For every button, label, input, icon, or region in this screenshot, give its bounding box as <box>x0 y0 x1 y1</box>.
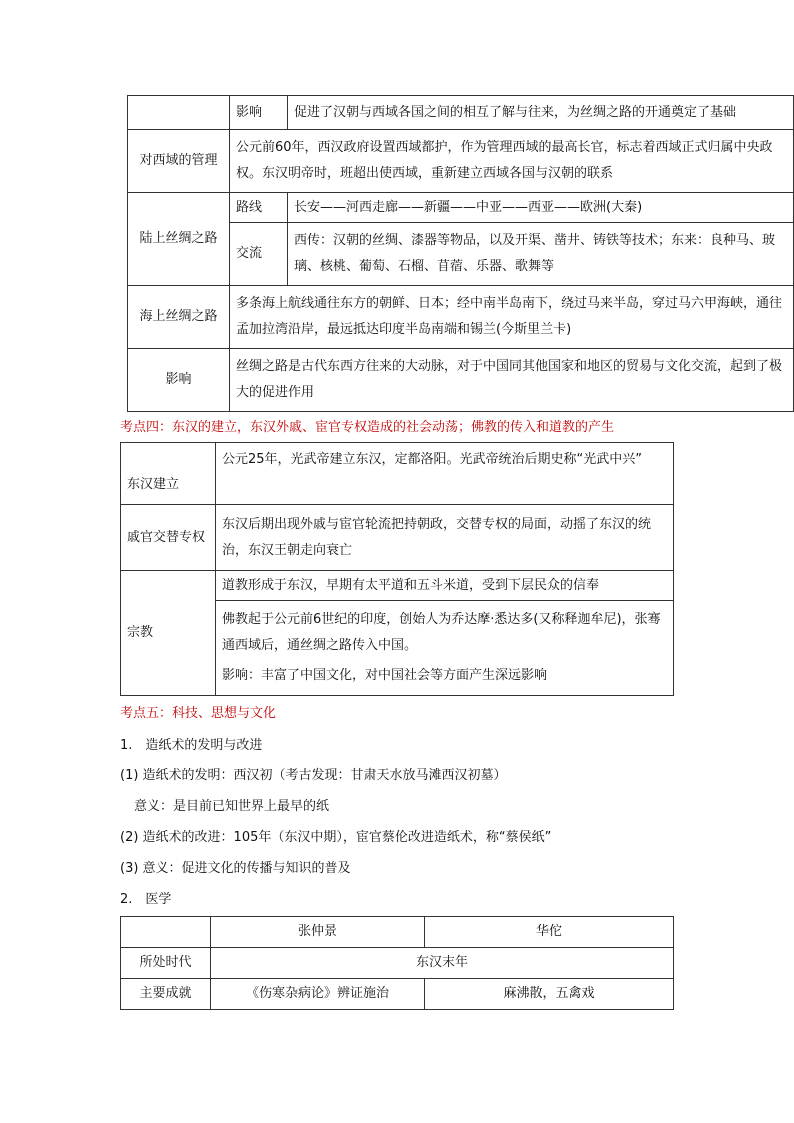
content-cell: 长安——河西走廊——新疆——中亚——西亚——欧洲(大秦) <box>288 193 794 223</box>
list-item: 2. 医学 <box>120 892 172 907</box>
content-cell: 多条海上航线通往东方的朝鲜、日本；经中南半岛南下，绕过马来半岛，穿过马六甲海峡，通往孟加拉湾沿岸，最远抵达印度半岛南端和锡兰(今斯里兰卡) <box>230 286 794 349</box>
content-cell <box>216 601 674 696</box>
sub-label: 影响 <box>230 96 288 130</box>
row-label: 宗教 <box>121 571 216 696</box>
table-row <box>128 286 794 349</box>
medicine-table <box>120 916 674 1010</box>
content-cell: 公元25年，光武帝建立东汉，定都洛阳。光武帝统治后期史称“光武中兴” <box>216 443 674 505</box>
content-cell: 东汉末年 <box>211 948 674 979</box>
table-row <box>121 505 674 571</box>
table-row <box>121 948 674 979</box>
silk-road-table <box>127 95 794 412</box>
table-row <box>128 193 794 223</box>
list-item: (1) 造纸术的发明：西汉初（考古发现：甘肃天水放马滩西汉初墓） <box>120 768 507 783</box>
content-cell: 西传：汉朝的丝绸、漆器等物品，以及开渠、凿井、铸铁等技术；东来：良种马、玻璃、核桃、葡萄、石榴、苜蓿、乐器、歌舞等 <box>288 223 794 286</box>
table-row <box>121 979 674 1010</box>
row-label: 影响 <box>128 349 230 412</box>
row-label: 所处时代 <box>121 948 211 979</box>
eastern-han-table <box>120 442 674 696</box>
buddhism-text: 佛教起于公元前6世纪的印度，创始人为乔达摩·悉达多(又称释迦牟尼)，张骞通西域后，通丝绸之路传入中国。 <box>222 612 661 653</box>
header-cell: 华佗 <box>425 917 674 948</box>
row-label: 戚官交替专权 <box>121 505 216 571</box>
sub-label: 路线 <box>230 193 288 223</box>
section-4-title: 考点四：东汉的建立，东汉外戚、宦官专权造成的社会动荡；佛教的传入和道教的产生 <box>120 420 615 435</box>
content-cell: 东汉后期出现外戚与宦官轮流把持朝政，交替专权的局面，动摇了东汉的统治，东汉王朝走向衰亡 <box>216 505 674 571</box>
content-cell: 公元前60年，西汉政府设置西域都护，作为管理西域的最高长官，标志着西域正式归属中央政权。东汉明帝时，班超出使西域，重新建立西域各国与汉朝的联系 <box>230 130 794 193</box>
content-cell: 麻沸散，五禽戏 <box>425 979 674 1010</box>
empty-cell <box>128 96 230 130</box>
row-label: 东汉建立 <box>121 443 216 505</box>
row-label: 主要成就 <box>121 979 211 1010</box>
table-row <box>128 96 794 130</box>
table-row <box>121 443 674 505</box>
table-row <box>128 130 794 193</box>
content-cell: 丝绸之路是古代东西方往来的大动脉，对于中国同其他国家和地区的贸易与文化交流，起到了极大的促进作用 <box>230 349 794 412</box>
table-row <box>128 349 794 412</box>
sub-label: 交流 <box>230 223 288 286</box>
header-cell: 张仲景 <box>211 917 425 948</box>
content-cell: 《伤寒杂病论》辨证施治 <box>211 979 425 1010</box>
list-item: (2) 造纸术的改进：105年（东汉中期），宦官蔡伦改进造纸术，称“蔡侯纸” <box>120 830 552 845</box>
row-label: 海上丝绸之路 <box>128 286 230 349</box>
buddhism-impact: 影响：丰富了中国文化，对中国社会等方面产生深远影响 <box>222 668 548 683</box>
table-row <box>121 917 674 948</box>
section-5-title: 考点五：科技、思想与文化 <box>120 706 277 721</box>
row-label: 对西域的管理 <box>128 130 230 193</box>
header-cell <box>121 917 211 948</box>
content-cell: 促进了汉朝与西域各国之间的相互了解与往来，为丝绸之路的开通奠定了基础 <box>288 96 794 130</box>
list-item: 1. 造纸术的发明与改进 <box>120 738 263 753</box>
row-label: 陆上丝绸之路 <box>128 193 230 286</box>
list-item: 意义：是目前已知世界上最早的纸 <box>134 799 330 814</box>
list-item: (3) 意义：促进文化的传播与知识的普及 <box>120 861 351 876</box>
content-cell: 道教形成于东汉，早期有太平道和五斗米道，受到下层民众的信奉 <box>216 571 674 601</box>
table-row <box>121 571 674 601</box>
